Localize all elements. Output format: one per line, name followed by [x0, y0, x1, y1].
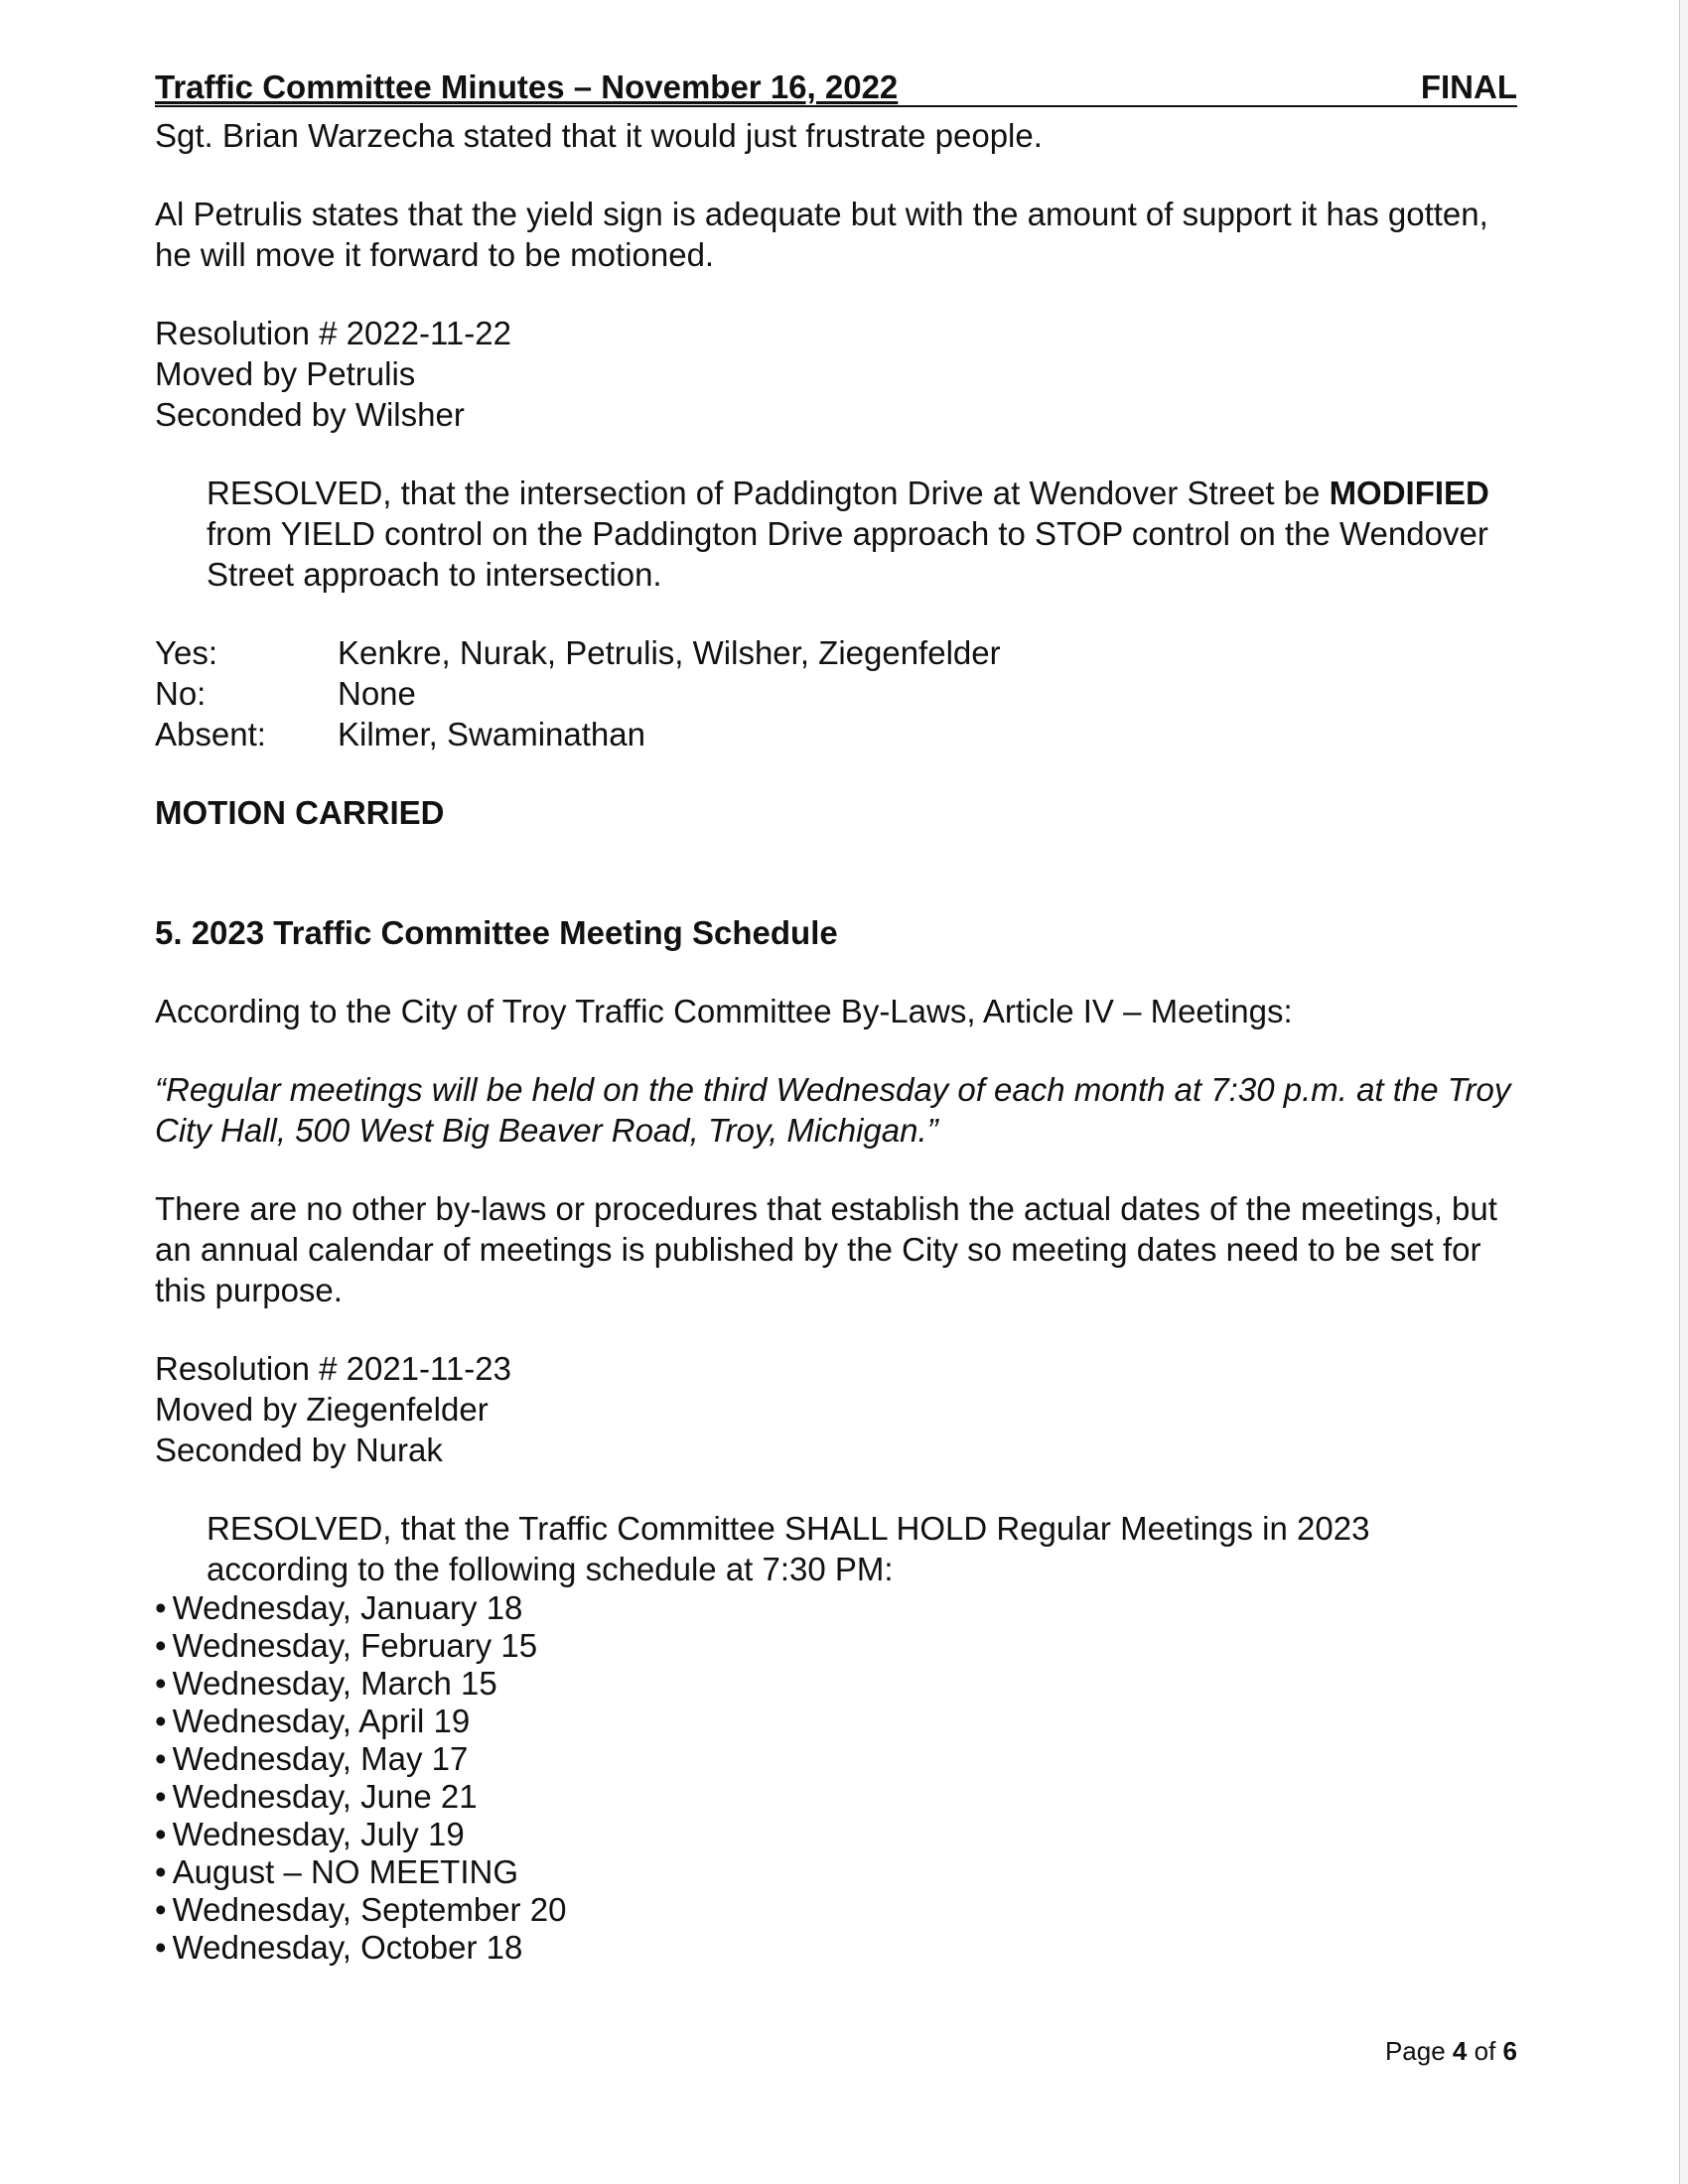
resolution-text-start: RESOLVED, that the intersection of Paddington Drive at Wendover Street be	[207, 475, 1330, 511]
vote-value: None	[338, 675, 416, 712]
section-note: There are no other by-laws or procedures that establish the actual dates of the meetings, but an annual calendar of meetings is published by the City so meeting dates need to be set for this purpose.	[155, 1190, 1497, 1308]
resolution-number: Resolution # 2022-11-22	[155, 315, 511, 351]
list-item: • Wednesday, May 17	[155, 1740, 1517, 1778]
vote-value: Kenkre, Nurak, Petrulis, Wilsher, Ziegenfelder	[338, 634, 1001, 671]
list-item: • Wednesday, October 18	[155, 1929, 1517, 1967]
document-page	[155, 69, 1517, 1967]
section-intro: According to the City of Troy Traffic Committee By-Laws, Article IV – Meetings:	[155, 993, 1293, 1029]
page-current: 4	[1452, 2036, 1468, 2066]
list-item: • Wednesday, June 21	[155, 1778, 1517, 1816]
resolution-block-1	[155, 313, 1517, 435]
vote-label: Absent:	[155, 716, 266, 752]
resolution-number: Resolution # 2021-11-23	[155, 1350, 511, 1387]
paragraph-warzecha: Sgt. Brian Warzecha stated that it would just frustrate people.	[155, 117, 1043, 154]
vote-table	[155, 632, 1001, 754]
page-total: 6	[1502, 2036, 1517, 2066]
moved-by: Moved by Petrulis	[155, 355, 416, 392]
list-item: • Wednesday, March 15	[155, 1665, 1517, 1703]
document-title: Traffic Committee Minutes – November 16, 2022	[155, 68, 899, 105]
scan-edge	[1679, 0, 1688, 2184]
list-item: • Wednesday, September 20	[155, 1891, 1517, 1929]
list-item: • Wednesday, February 15	[155, 1627, 1517, 1665]
motion-result: MOTION CARRIED	[155, 794, 445, 831]
vote-value: Kilmer, Swaminathan	[338, 716, 645, 752]
resolution-keyword: MODIFIED	[1329, 475, 1489, 511]
bylaw-quote: “Regular meetings will be held on the third Wednesday of each month at 7:30 p.m. at the Troy City Hall, 500 West Big Beaver Road, Troy, Michigan.”	[155, 1071, 1511, 1149]
moved-by: Moved by Ziegenfelder	[155, 1391, 489, 1428]
meeting-schedule	[155, 1589, 1517, 1967]
vote-row-absent	[155, 714, 1001, 754]
list-item: • Wednesday, July 19	[155, 1816, 1517, 1853]
page-header	[155, 69, 1517, 107]
section-heading: 5. 2023 Traffic Committee Meeting Schedule	[155, 914, 838, 951]
paragraph-petrulis: Al Petrulis states that the yield sign is adequate but with the amount of support it has gotten, he will move it forward to be motioned.	[155, 196, 1488, 273]
list-item: • August – NO MEETING	[155, 1853, 1517, 1891]
status-label: FINAL	[1420, 68, 1517, 105]
vote-label: Yes:	[155, 634, 218, 671]
list-item: • Wednesday, January 18	[155, 1589, 1517, 1627]
resolution-text-2: RESOLVED, that the Traffic Committee SHALL HOLD Regular Meetings in 2023 according to the following schedule at 7:30 PM:	[207, 1510, 1370, 1587]
vote-row-yes	[155, 632, 1001, 673]
seconded-by: Seconded by Nurak	[155, 1432, 443, 1468]
list-item: • Wednesday, April 19	[155, 1703, 1517, 1740]
page-of: of	[1467, 2036, 1503, 2066]
resolution-text-end: from YIELD control on the Paddington Drive approach to STOP control on the Wendover Street approach to intersection.	[207, 515, 1488, 593]
page-prefix: Page	[1384, 2036, 1453, 2066]
page-number	[1385, 2035, 1517, 2067]
resolution-block-2	[155, 1348, 1517, 1470]
vote-label: No:	[155, 675, 207, 712]
vote-row-no	[155, 673, 1001, 714]
resolution-text-1	[207, 473, 1517, 595]
seconded-by: Seconded by Wilsher	[155, 396, 465, 433]
